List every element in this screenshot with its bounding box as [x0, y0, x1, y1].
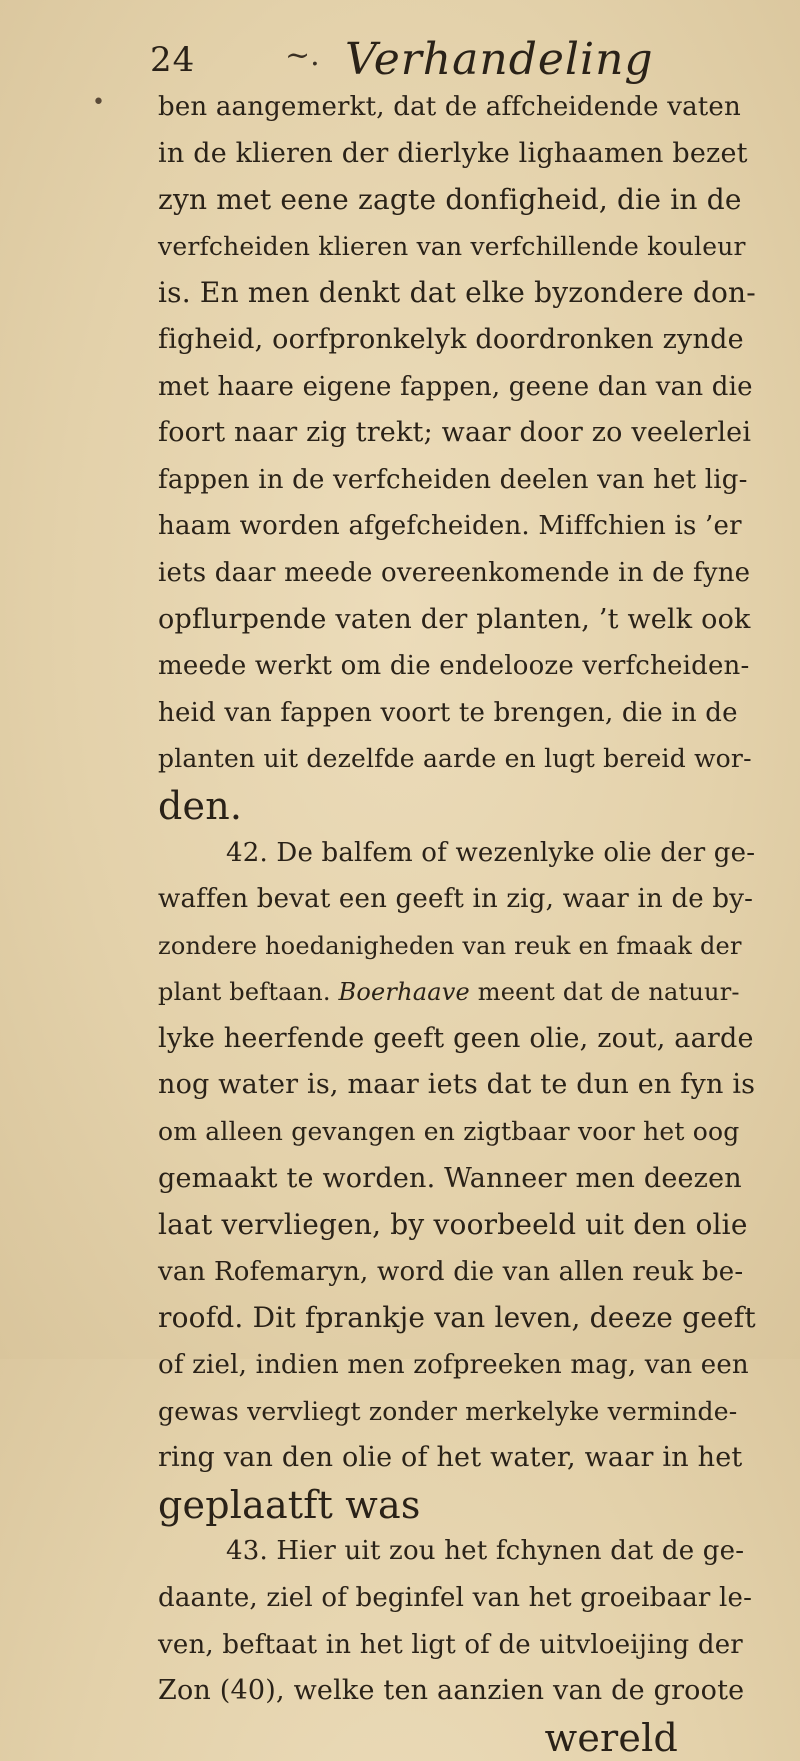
text-line: meede werkt om die endelooze verfcheiden- — [158, 651, 750, 682]
text-line: figheid, oorfpronkelyk doordronken zynde — [158, 323, 744, 355]
text-line: of ziel, indien men zofpreeken mag, van een — [158, 1350, 749, 1381]
text-line: laat vervliegen, by voorbeeld uit den olie — [158, 1208, 748, 1242]
text-line: gemaakt te worden. Wanneer men deezen — [158, 1162, 742, 1194]
running-title: Verhandeling — [345, 34, 654, 85]
text-line: waffen bevat een geeft in zig, waar in de by- — [158, 884, 754, 915]
text-line: met haare eigene fappen, geene dan van die — [158, 371, 753, 402]
catchword: wereld — [544, 1715, 678, 1760]
text-line: ben aangemerkt, dat de affcheidende vaten — [158, 92, 741, 122]
text-line: iets daar meede overeenkomende in de fyne — [158, 557, 751, 588]
margin-mark: • — [92, 90, 105, 115]
text-line: roofd. Dit fprankje van leven, deeze geeft — [158, 1301, 756, 1335]
text-line: fappen in de verfcheiden deelen van het lig- — [158, 464, 748, 495]
text-line: gewas vervliegt zonder merkelyke verminde- — [158, 1396, 738, 1426]
text-line: nog water is, maar iets dat te dun en fyn is — [158, 1069, 756, 1101]
text-line: heid van fappen voort te brengen, die in de — [158, 697, 738, 728]
text-line: Zon (40), welke ten aanzien van de groote — [158, 1675, 745, 1707]
text-line: om alleen gevangen en zigtbaar voor het oog — [158, 1117, 740, 1147]
body-text — [158, 84, 756, 1761]
text-line: lyke heerfende geeft geen olie, zout, aarde — [158, 1022, 754, 1054]
paragraph-43-start: 43. Hier uit zou het fchynen dat de ge- — [226, 1536, 745, 1567]
text-line: daante, ziel of beginfel van het groeibaar le- — [158, 1583, 753, 1613]
text-line: van Rofemaryn, word die van allen reuk be- — [158, 1256, 744, 1287]
text-line: in de klieren der dierlyke lighaamen bezet — [158, 137, 748, 169]
text-line: ven, beftaat in het ligt of de uitvloeijing der — [158, 1629, 743, 1660]
text-segment: plant beftaan. — [158, 978, 339, 1007]
page-number: 24 — [150, 40, 196, 80]
paragraph-42-start: 42. De balfem of wezenlyke olie der ge- — [226, 837, 756, 868]
text-line: ring van den olie of het water, waar in het — [158, 1442, 743, 1474]
text-line: foort naar zig trekt; waar door zo veelerlei — [158, 417, 752, 449]
author-name: Boerhaave — [338, 978, 470, 1007]
text-line: haam worden afgefcheiden. Miffchien is ’er — [158, 511, 742, 542]
text-line: geplaatft was — [158, 1482, 421, 1527]
text-line: planten uit dezelfde aarde en lugt bereid wor- — [158, 744, 752, 774]
text-line: is. En men denkt dat elke byzondere don- — [158, 276, 756, 310]
text-line: zondere hoedanigheden van reuk en fmaak der — [158, 931, 742, 960]
text-line: verfcheiden klieren van verfchillende kouleur — [158, 231, 746, 261]
text-line: opflurpende vaten der planten, ’t welk ook — [158, 603, 751, 635]
header-ornament: ~. — [285, 38, 320, 73]
text-segment: meent dat de natuur- — [469, 978, 740, 1007]
text-line: den. — [158, 783, 243, 828]
text-line: zyn met eene zagte donfigheid, die in de — [158, 183, 742, 217]
text-line-with-name — [158, 969, 740, 1016]
